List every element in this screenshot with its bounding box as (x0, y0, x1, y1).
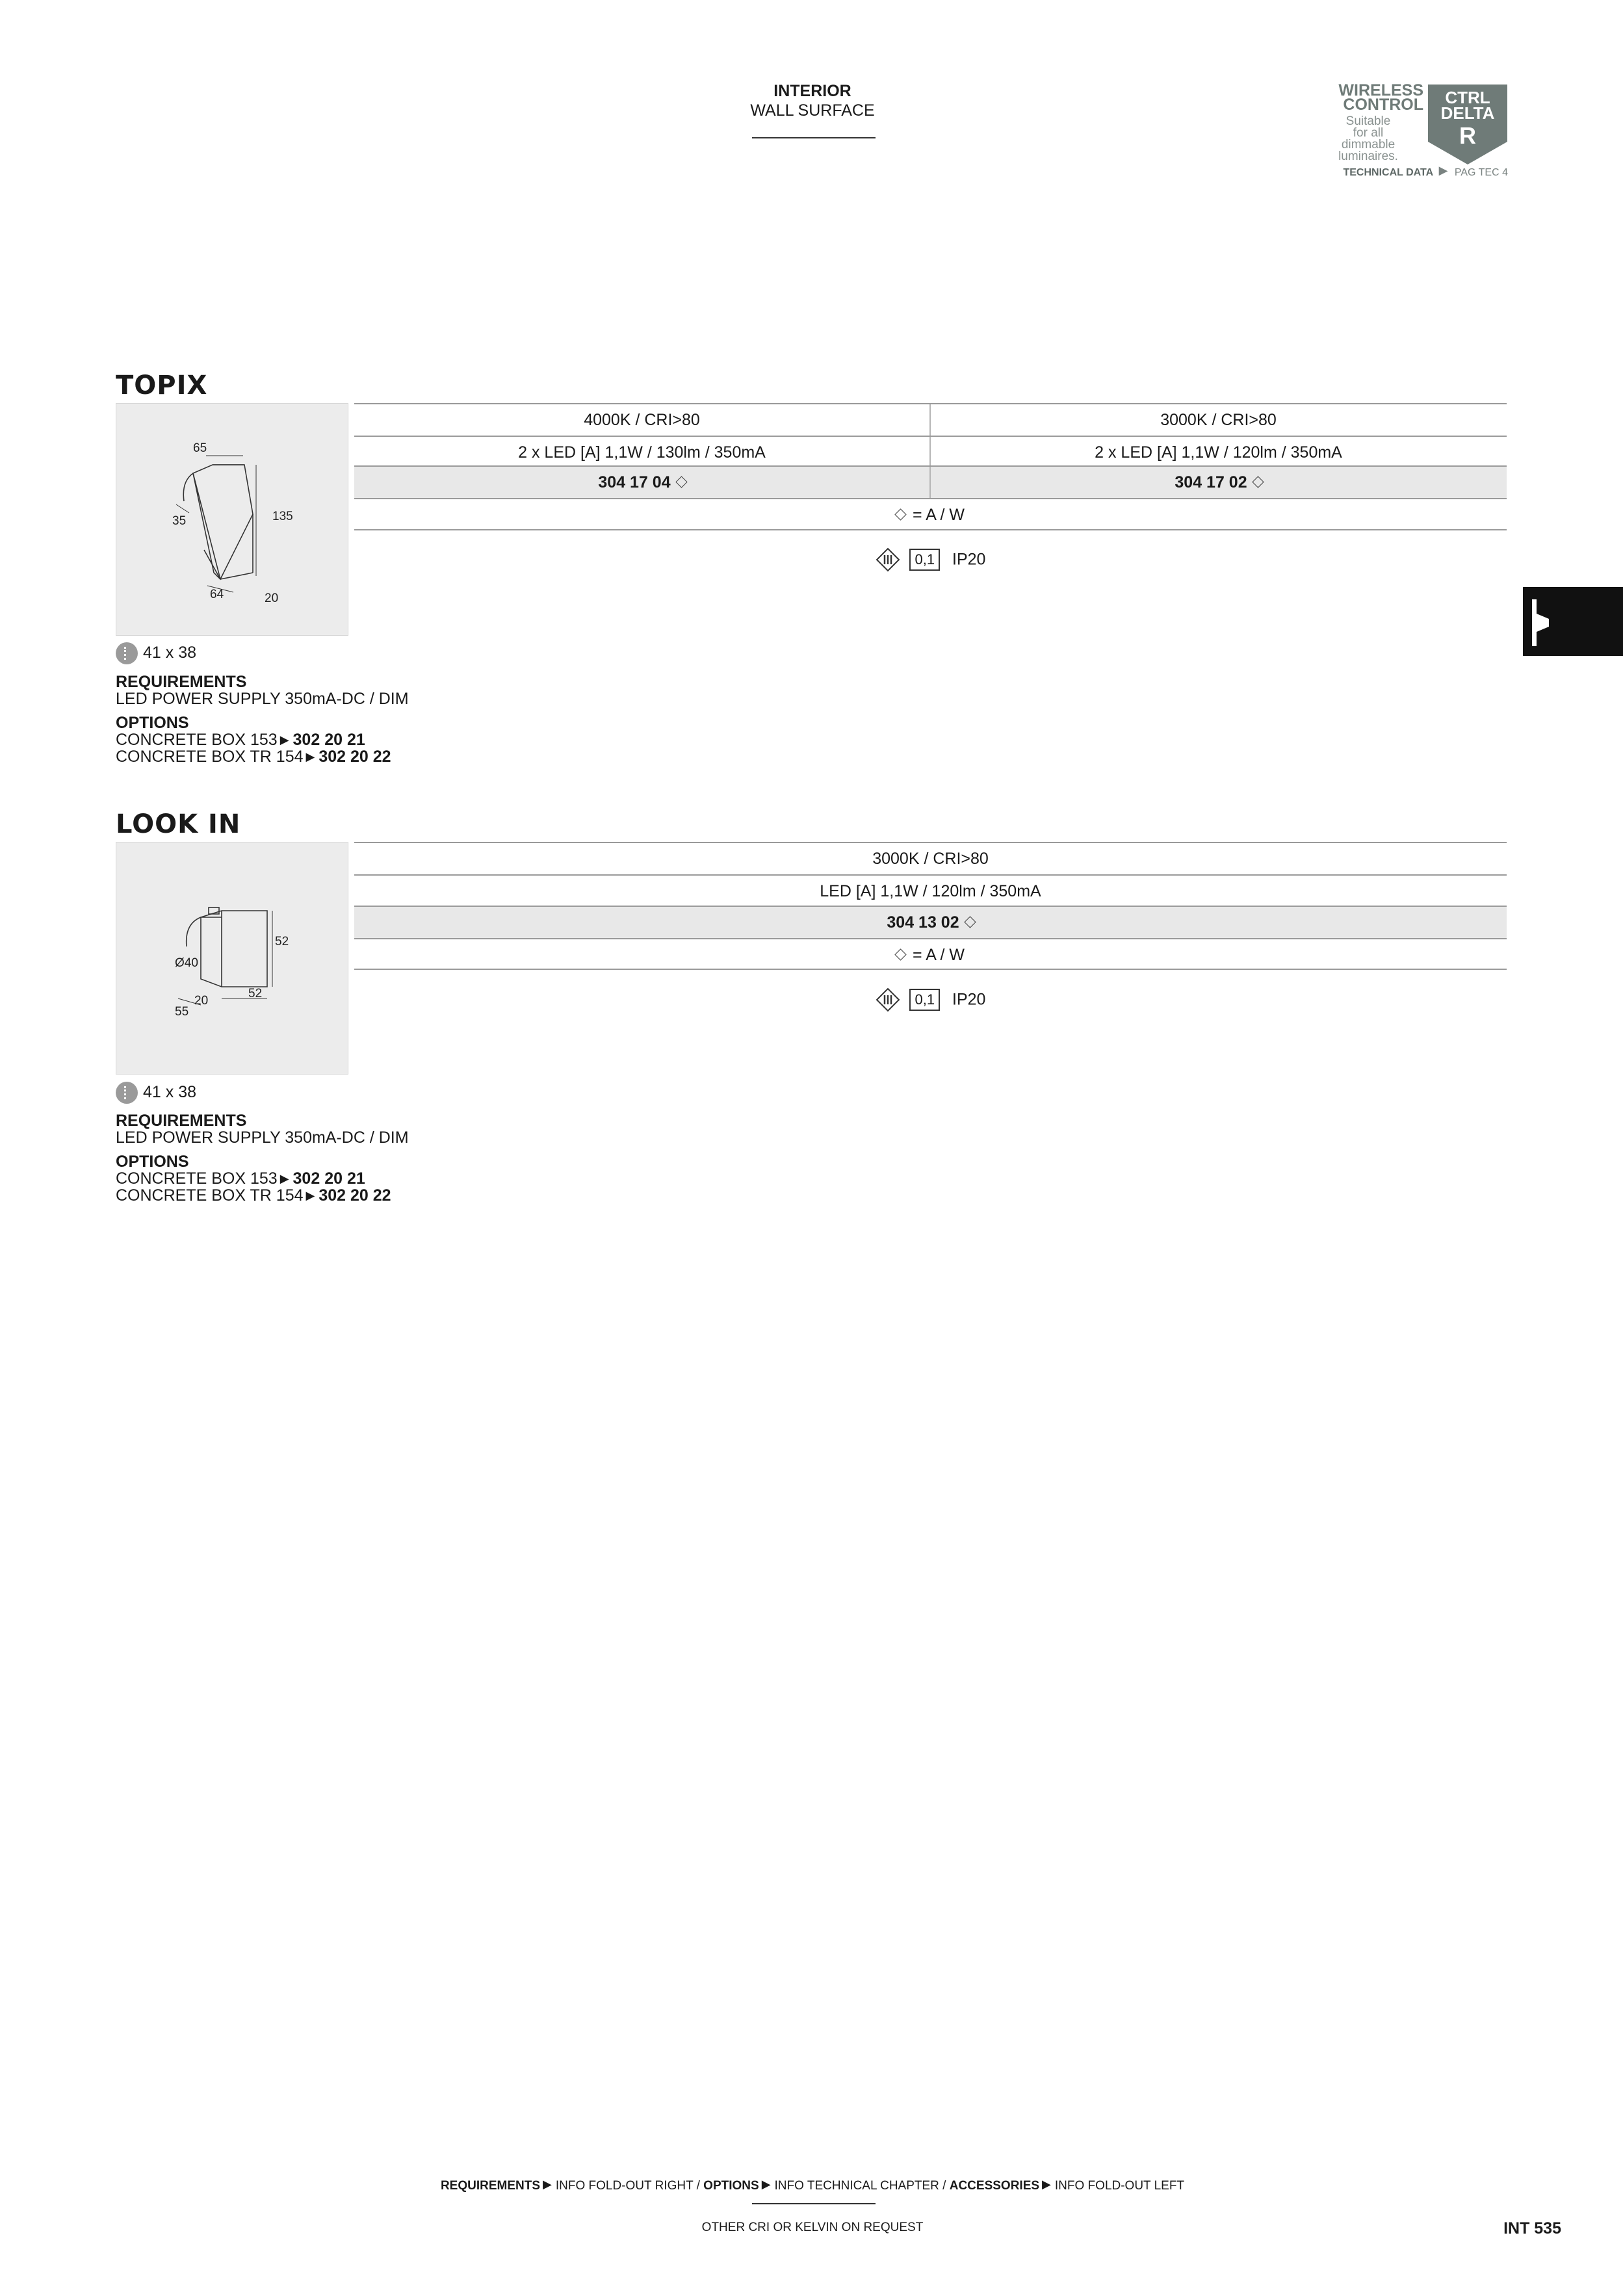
certification-symbols (354, 987, 1507, 1013)
legend-row (354, 498, 1507, 530)
requirements-label: REQUIREMENTS (116, 673, 247, 691)
suitable-line-3: dimmable (1341, 138, 1396, 151)
product-code: 304 17 04 (598, 473, 671, 491)
product-code-cell[interactable] (930, 467, 1507, 498)
product-title: TOPIX (116, 371, 208, 400)
footer-req-label: REQUIREMENTS (440, 2179, 541, 2193)
product-code: 304 17 02 (1175, 473, 1247, 491)
dimension-label: 135 (272, 510, 293, 523)
requirements-text: LED POWER SUPPLY 350mA-DC / DIM (116, 1128, 409, 1147)
arrow-right-icon: ▶ (279, 733, 289, 746)
option-item[interactable] (116, 1169, 365, 1188)
ip-rating: IP20 (952, 550, 986, 569)
color-temp-cell: 3000K / CRI>80 (1160, 411, 1277, 429)
legend-cell (354, 939, 1507, 971)
suitable-line-4: luminaires. (1338, 150, 1398, 163)
option-code: 302 20 22 (318, 1186, 391, 1205)
dimension-label: 35 (172, 514, 187, 528)
zipper-icon (116, 1082, 138, 1104)
arrow-right-icon: ▶ (305, 750, 315, 763)
class-value: 0,1 (909, 989, 940, 1011)
option-item[interactable] (116, 731, 365, 750)
dimension-label: 64 (210, 588, 224, 601)
header-divider (752, 137, 876, 138)
options-label: OPTIONS (116, 714, 189, 732)
dimension-label: 52 (275, 935, 289, 948)
class-three-icon (876, 547, 900, 572)
dimension-label: 65 (193, 441, 207, 455)
arrow-right-icon: ▶ (1438, 164, 1448, 177)
legend-cell (354, 499, 1507, 530)
footer-opt-text: INFO TECHNICAL CHAPTER / (774, 2179, 946, 2193)
diamond-icon (894, 508, 906, 520)
footer-note: OTHER CRI OR KELVIN ON REQUEST (701, 2221, 924, 2234)
page-number: INT 535 (1503, 2219, 1561, 2237)
footer-divider (752, 2203, 876, 2204)
packaging-info (116, 641, 196, 664)
arrow-right-icon: ▶ (543, 2178, 552, 2191)
legend-text: = A / W (913, 506, 965, 524)
option-name: CONCRETE BOX TR 154 (116, 748, 304, 766)
product-code-row (354, 906, 1507, 938)
product-code-row (354, 465, 1507, 498)
tech-page: PAG TEC 4 (1454, 167, 1508, 178)
packaging-size: 41 x 38 (143, 1083, 197, 1101)
diamond-icon (1252, 476, 1264, 488)
table-bottom-rule (354, 969, 1507, 970)
category-title: INTERIOR (773, 82, 851, 100)
led-spec-row (354, 874, 1507, 907)
class-value: 0,1 (909, 549, 940, 571)
product-code-cell[interactable] (354, 467, 929, 498)
color-temp-cell: 4000K / CRI>80 (584, 411, 700, 429)
wall-light-icon (1532, 599, 1549, 646)
dimension-label: 55 (175, 1005, 189, 1019)
product-code-cell[interactable] (354, 907, 1507, 938)
color-temp-row (354, 403, 1507, 436)
led-spec-cell: 2 x LED [A] 1,1W / 130lm / 350mA (518, 443, 766, 462)
suitable-line-1: Suitable (1345, 114, 1391, 128)
category-subtitle: WALL SURFACE (750, 101, 875, 120)
dimension-label: Ø40 (175, 956, 198, 970)
footer-acc-label: ACCESSORIES (949, 2179, 1040, 2193)
dimension-label: 52 (248, 987, 263, 1000)
diamond-icon (964, 916, 976, 928)
class-three-icon (876, 987, 900, 1012)
suitable-line-2: for all (1353, 126, 1384, 140)
arrow-right-icon: ▶ (761, 2178, 771, 2191)
option-item[interactable] (116, 1186, 391, 1205)
options-label: OPTIONS (116, 1153, 189, 1171)
packaging-size: 41 x 38 (143, 644, 197, 662)
product-image (116, 842, 348, 1075)
option-item[interactable] (116, 748, 391, 766)
badge-letter: R (1459, 122, 1476, 149)
suitable-note (1326, 116, 1410, 163)
zipper-icon (116, 642, 138, 664)
look-in-drawing (116, 842, 349, 1075)
table-bottom-rule (354, 529, 1507, 530)
option-code: 302 20 21 (292, 731, 365, 749)
diamond-icon (675, 476, 687, 488)
option-code: 302 20 22 (318, 748, 391, 766)
dimension-label: 20 (265, 592, 279, 605)
color-temp-row (354, 842, 1507, 874)
footer-req-text: INFO FOLD-OUT RIGHT / (555, 2179, 700, 2193)
wireless-control-label (1326, 83, 1423, 112)
product-image (116, 403, 348, 636)
option-name: CONCRETE BOX TR 154 (116, 1186, 304, 1205)
badge-line-2: DELTA (1440, 103, 1495, 123)
topix-drawing (116, 404, 349, 636)
arrow-right-icon: ▶ (279, 1172, 289, 1185)
led-spec-cell: LED [A] 1,1W / 120lm / 350mA (820, 882, 1041, 900)
color-temp-cell: 3000K / CRI>80 (872, 850, 989, 868)
footer-acc-text: INFO FOLD-OUT LEFT (1054, 2179, 1185, 2193)
option-name: CONCRETE BOX 153 (116, 1169, 278, 1188)
arrow-right-icon: ▶ (305, 1189, 315, 1202)
requirements-text: LED POWER SUPPLY 350mA-DC / DIM (116, 690, 409, 708)
footer-legend (195, 2178, 1430, 2193)
badge-line-1: CTRL (1445, 88, 1490, 107)
dimension-label: 20 (194, 994, 209, 1008)
tech-label: TECHNICAL DATA (1343, 167, 1434, 178)
arrow-right-icon: ▶ (1042, 2178, 1051, 2191)
legend-text: = A / W (913, 946, 965, 964)
product-code: 304 13 02 (887, 913, 959, 932)
footer-opt-label: OPTIONS (703, 2179, 759, 2193)
diamond-icon (894, 948, 906, 960)
wireless-line-1: WIRELESS (1338, 81, 1423, 99)
wireless-line-2: CONTROL (1343, 96, 1423, 114)
product-title: LOOK IN (116, 809, 241, 839)
legend-row (354, 938, 1507, 971)
led-spec-row (354, 436, 1507, 468)
packaging-info (116, 1080, 196, 1104)
badge-label (1428, 90, 1507, 121)
ip-rating: IP20 (952, 990, 986, 1009)
led-spec-cell: 2 x LED [A] 1,1W / 120lm / 350mA (1095, 443, 1342, 462)
technical-data-ref[interactable] (1300, 164, 1508, 179)
certification-symbols (354, 547, 1507, 573)
option-name: CONCRETE BOX 153 (116, 731, 278, 749)
requirements-label: REQUIREMENTS (116, 1112, 247, 1130)
option-code: 302 20 21 (292, 1169, 365, 1188)
